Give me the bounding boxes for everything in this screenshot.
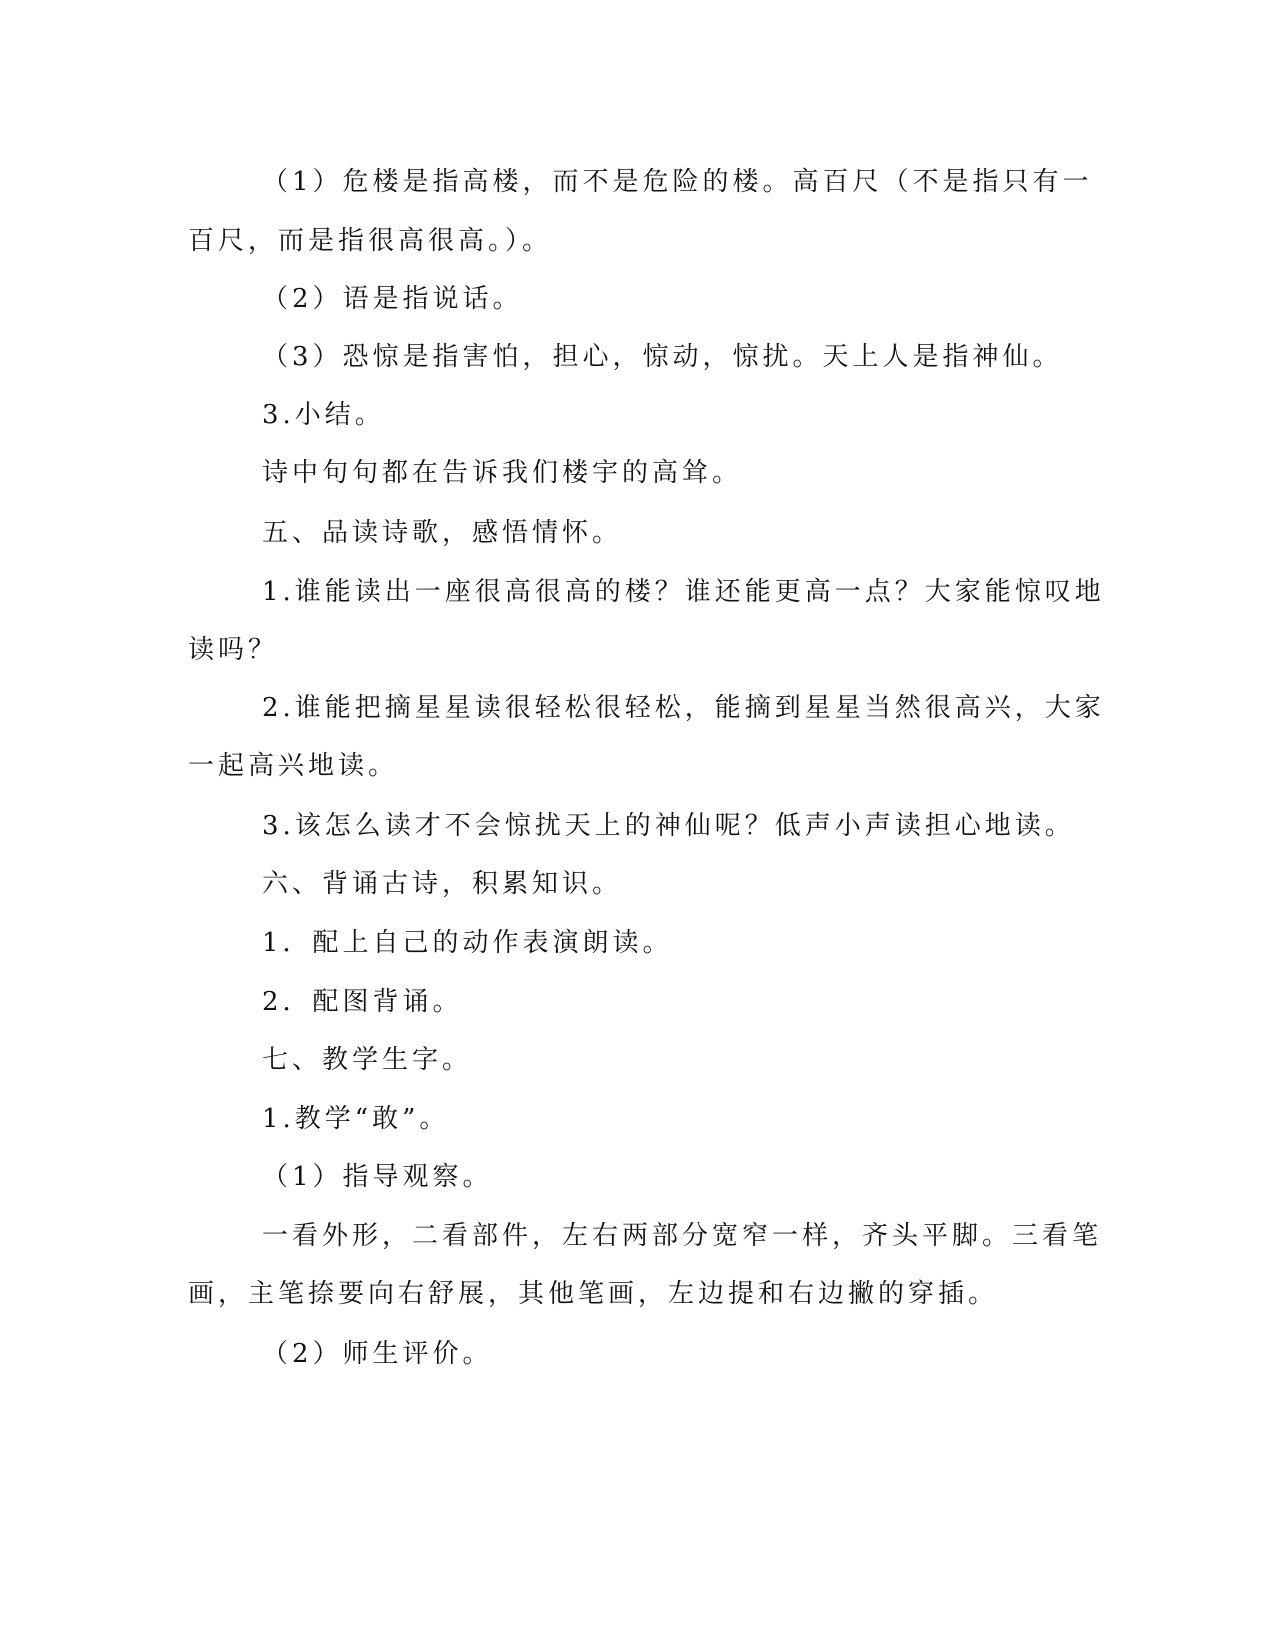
paragraph-line-17: 1.教学“敢”。 [262,1104,450,1134]
section-heading-6: 六、背诵古诗，积累知识。 [262,869,623,899]
paragraph-line-11: 一起高兴地读。 [188,751,399,781]
paragraph-line-15: 2．配图背诵。 [262,987,463,1017]
paragraph-line-8: 1.谁能读出一座很高很高的楼？谁还能更高一点？大家能惊叹地 [262,577,1105,607]
paragraph-line-9: 读吗？ [188,635,279,665]
paragraph-line-5: 3.小结。 [262,400,385,430]
paragraph-line-21: （2）师生评价。 [262,1339,493,1369]
paragraph-line-19: 一看外形，二看部件，左右两部分宽窄一样，齐头平脚。三看笔 [262,1221,1103,1251]
paragraph-line-20: 画，主笔捺要向右舒展，其他笔画，左边提和右边撇的穿插。 [188,1279,999,1309]
section-heading-5: 五、品读诗歌，感悟情怀。 [262,518,623,548]
section-heading-7: 七、教学生字。 [262,1045,473,1075]
paragraph-line-1: （1）危楼是指高楼，而不是危险的楼。高百尺（不是指只有一 [262,167,1093,197]
paragraph-line-18: （1）指导观察。 [262,1162,493,1192]
paragraph-line-12: 3.该怎么读才不会惊扰天上的神仙呢？低声小声读担心地读。 [262,811,1075,841]
paragraph-line-4: （3）恐惊是指害怕，担心，惊动，惊扰。天上人是指神仙。 [262,342,1063,372]
paragraph-line-10: 2.谁能把摘星星读很轻松很轻松，能摘到星星当然很高兴，大家 [262,693,1105,723]
paragraph-line-3: （2）语是指说话。 [262,284,523,314]
paragraph-line-6: 诗中句句都在告诉我们楼宇的高耸。 [262,458,743,488]
paragraph-line-2: 百尺，而是指很高很高。）。 [188,226,553,256]
paragraph-line-14: 1．配上自己的动作表演朗读。 [262,928,673,958]
